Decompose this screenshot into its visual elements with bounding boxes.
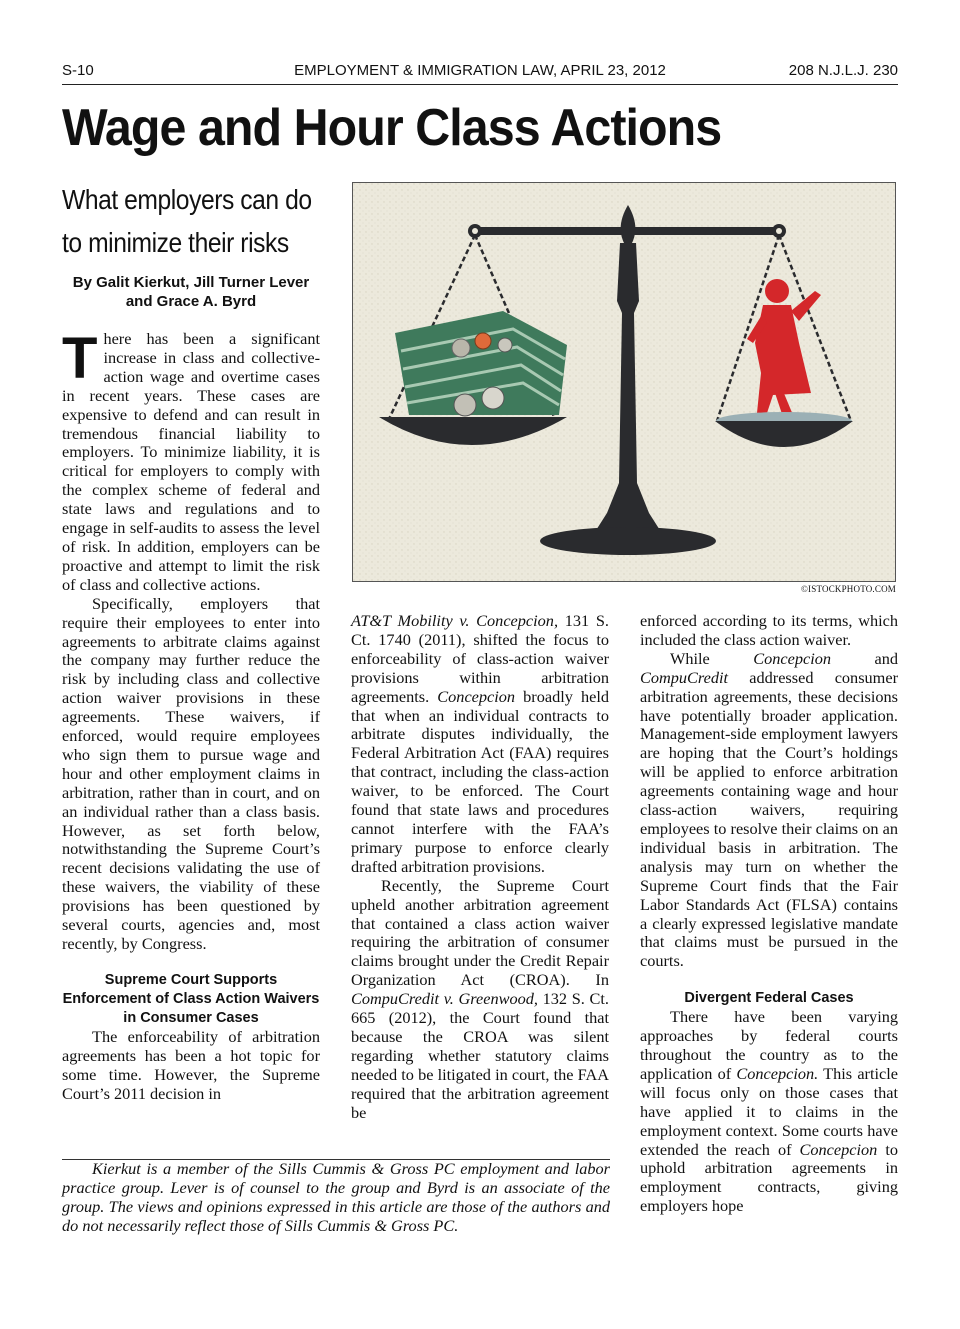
byline xyxy=(62,273,320,311)
running-head xyxy=(62,62,898,85)
drop-cap: T xyxy=(62,326,98,391)
paragraph-text: and xyxy=(831,648,898,668)
article-title: Wage and Hour Class Actions xyxy=(62,99,722,157)
case-name: Concepcion xyxy=(799,1139,878,1159)
case-name: Concepcion xyxy=(437,686,516,706)
paragraph-text: There have been varying approaches by federal courts throughout the country as to the application of xyxy=(640,1007,898,1083)
paragraph xyxy=(62,326,320,595)
scales-of-justice-icon xyxy=(353,183,895,581)
column-2 xyxy=(351,612,609,1122)
byline-line: By Galit Kierkut, Jill Turner Lever xyxy=(72,274,310,291)
column-3 xyxy=(640,612,898,1216)
paragraph xyxy=(351,877,609,1123)
paragraph: The enforceability of arbitration agreements has been a hot topic for some time. However, the Supreme Court’s 2011 decision in xyxy=(62,1026,320,1103)
paragraph-text: This article will focus only on those cases that have applied it to claims in the employment context. Some courts have extended the reach of xyxy=(640,1063,898,1159)
photo-credit: ©ISTOCKPHOTO.COM xyxy=(801,584,896,594)
paragraph-text: Recently, the Supreme Court upheld another arbitration agreement that contained a class action waiver requiring the arbitration of consumer claims brought under the Credit Repair Organization Act (CROA). In xyxy=(351,875,609,990)
paragraph xyxy=(640,1008,898,1216)
page-number: S-10 xyxy=(62,62,94,79)
paragraph xyxy=(351,612,609,877)
publication-line: EMPLOYMENT & IMMIGRATION LAW, APRIL 23, 2012 xyxy=(294,62,666,79)
paragraph: enforced according to its terms, which included the class action waiver. xyxy=(640,611,898,649)
case-name: CompuCredit v. Greenwood, xyxy=(351,989,538,1009)
subhead-line: in Consumer Cases xyxy=(123,1009,259,1026)
case-name: Concepcion xyxy=(753,648,832,668)
paragraph-text: here has been a significant increase in class and collective-action wage and overtime cases in recent years. These cases are expensive to defend and can result in tremendous financial liability to employers. To minimize liability, it is critical for employers to comply with the complex scheme of federal and state laws and regulations and to engage in self-audits to assess the level of risk. In addition, employers can be proactive and attempt to limit the risk of class and collective actions. xyxy=(62,329,320,594)
section-subhead: Divergent Federal Cases xyxy=(684,990,854,1007)
author-footnote: Kierkut is a member of the Sills Cummis & Gross PC employment and labor practice group. Lever is of counsel to the group and Byrd is an associate of the group. The views and opinions expressed in this article are those of the authors and do not necessarily reflect those of Sills Cummis & Gross PC. xyxy=(62,1159,610,1235)
scales-illustration xyxy=(352,182,896,582)
case-name: AT&T Mobility v. Concepcion, xyxy=(351,611,559,630)
paragraph: Specifically, employers that require their employees to enter into agreements to arbitrate claims against the company may further reduce the risk by including class and collective action waiver provisions in these agreements. These waivers, if enforced, would require employees who sign them to pursue wage and hour and other employment claims in arbitration, rather than in court, and on an individual rather than a class basis. However, as set forth below, notwithstanding the Supreme Court’s recent decisions validating the use of these waivers, the viability of these provisions has been questioned by several courts, agencies and, most recently, by Congress. xyxy=(62,593,320,953)
column-1 xyxy=(62,326,320,1104)
paragraph-text: 132 S. Ct. 665 (2012), the Court found that because the CROA was silent regarding whether statutory claims needed to be litigated in court, the FAA required that the arbitration agreement be xyxy=(351,989,609,1122)
paragraph-text: broadly held that when an individual contracts to arbitrate disputes individually, the Federal Arbitration Act (FAA) requires that contract, including the class-action waiver, to be enforced. The Court found that state laws and procedures cannot interfere with the FAA’s primary purpose to enforce clearly drafted arbitration provisions. xyxy=(351,686,609,876)
journal-citation: 208 N.J.L.J. 230 xyxy=(788,62,898,79)
paragraph-text: to uphold arbitration agreements in employment contracts, giving employers hope xyxy=(640,1139,898,1216)
case-name: Concepcion. xyxy=(736,1063,819,1083)
subhead-line: Enforcement of Class Action Waivers xyxy=(62,990,320,1007)
byline-line: and Grace A. Byrd xyxy=(125,293,257,310)
paragraph-text: 131 S. Ct. 1740 (2011), shifted the focus to enforceability of class-action waiver provisions within arbitration agreements. xyxy=(351,611,609,706)
article-deck xyxy=(62,178,317,264)
case-name: CompuCredit xyxy=(640,667,729,687)
paragraph xyxy=(640,650,898,971)
deck-line: What employers can do xyxy=(62,184,312,215)
deck-line: to minimize their risks xyxy=(62,227,289,258)
section-subhead xyxy=(62,971,320,1028)
subhead-line: Supreme Court Supports xyxy=(104,971,278,988)
paragraph-text: addressed consumer arbitration agreements, these decisions have potentially broader application. Management-side employment lawyers are hoping that the Court’s holdings will be applied to enforce arbitration agreements containing wage and hour class-action waivers, requiring employees to resolve their claims on an individual basis in arbitration. The analysis may turn on whether the Supreme Court finds that the Fair Labor Standards Act (FLSA) contains a clearly expressed legislative mandate that claims must be pursued in the courts. xyxy=(640,667,898,971)
paragraph-text: While xyxy=(670,648,754,668)
